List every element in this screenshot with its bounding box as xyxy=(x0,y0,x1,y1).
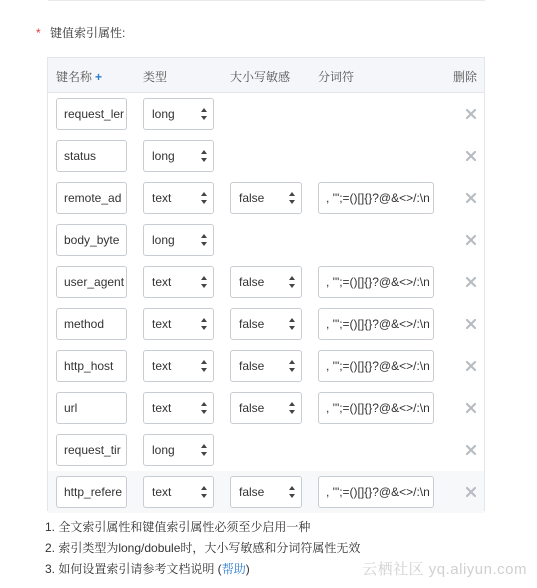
type-select-value: long xyxy=(152,233,175,247)
key-name-input[interactable]: http_refere xyxy=(56,476,127,508)
delete-icon[interactable] xyxy=(465,402,477,414)
key-name-input[interactable]: status xyxy=(56,140,127,172)
add-key-button[interactable]: + xyxy=(95,70,103,84)
type-select[interactable] xyxy=(143,140,214,172)
type-select[interactable] xyxy=(143,350,214,382)
delete-icon[interactable] xyxy=(465,444,477,456)
table-row xyxy=(48,219,484,261)
required-mark: * xyxy=(36,26,41,40)
case-sensitive-select[interactable] xyxy=(230,266,302,298)
header-key-name-label: 键名称 xyxy=(56,70,93,84)
type-select[interactable] xyxy=(143,308,214,340)
type-select-value: long xyxy=(152,149,175,163)
key-name-input[interactable]: url xyxy=(56,392,127,424)
note-2: 2. 索引类型为long/dobule时，大小写敏感和分词符属性无效 xyxy=(45,541,361,555)
header-delete: 删除 xyxy=(453,70,478,84)
select-arrows-icon xyxy=(288,275,296,289)
case-sensitive-value: false xyxy=(239,401,265,415)
tokenizer-input[interactable]: , '";=()[]{}?@&<>/:\n xyxy=(318,476,434,508)
top-divider xyxy=(48,0,485,1)
delete-icon[interactable] xyxy=(465,486,477,498)
type-select-value: long xyxy=(152,107,175,121)
help-link[interactable]: 帮助 xyxy=(221,562,246,576)
key-name-input[interactable]: http_host xyxy=(56,350,127,382)
key-name-input[interactable]: remote_ad xyxy=(56,182,127,214)
type-select[interactable] xyxy=(143,98,214,130)
select-arrows-icon xyxy=(200,485,208,499)
delete-icon[interactable] xyxy=(465,318,477,330)
select-arrows-icon xyxy=(288,317,296,331)
select-arrows-icon xyxy=(200,233,208,247)
select-arrows-icon xyxy=(288,359,296,373)
type-select-value: long xyxy=(152,443,175,457)
key-name-input[interactable]: body_byte xyxy=(56,224,127,256)
section-title-text: 键值索引属性: xyxy=(50,26,126,40)
tokenizer-input[interactable]: , '";=()[]{}?@&<>/:\n xyxy=(318,266,434,298)
notes xyxy=(45,517,360,580)
table-row xyxy=(48,135,484,177)
header-key-name xyxy=(56,68,102,85)
case-sensitive-value: false xyxy=(239,275,265,289)
table-row xyxy=(48,345,484,387)
note-3-close: ) xyxy=(245,562,250,576)
delete-icon[interactable] xyxy=(465,192,477,204)
tokenizer-input[interactable]: , '";=()[]{}?@&<>/:\n xyxy=(318,350,434,382)
type-select[interactable] xyxy=(143,476,214,508)
select-arrows-icon xyxy=(200,191,208,205)
type-select-value: text xyxy=(152,401,172,415)
delete-icon[interactable] xyxy=(465,234,477,246)
select-arrows-icon xyxy=(288,401,296,415)
header-type: 类型 xyxy=(143,70,168,84)
type-select-value: text xyxy=(152,359,172,373)
type-select-value: text xyxy=(152,275,172,289)
key-name-input[interactable]: user_agent xyxy=(56,266,127,298)
tokenizer-input[interactable]: , '";=()[]{}?@&<>/:\n xyxy=(318,308,434,340)
table-row xyxy=(48,261,484,303)
case-sensitive-select[interactable] xyxy=(230,476,302,508)
key-name-input[interactable]: request_tir xyxy=(56,434,127,466)
delete-icon[interactable] xyxy=(465,360,477,372)
select-arrows-icon xyxy=(200,149,208,163)
case-sensitive-select[interactable] xyxy=(230,392,302,424)
case-sensitive-value: false xyxy=(239,359,265,373)
select-arrows-icon xyxy=(200,275,208,289)
select-arrows-icon xyxy=(288,485,296,499)
case-sensitive-select[interactable] xyxy=(230,308,302,340)
tokenizer-input[interactable]: , '";=()[]{}?@&<>/:\n xyxy=(318,392,434,424)
case-sensitive-value: false xyxy=(239,191,265,205)
header-case-sensitive: 大小写敏感 xyxy=(230,70,291,84)
table-row xyxy=(48,387,484,429)
case-sensitive-select[interactable] xyxy=(230,182,302,214)
table-header xyxy=(48,58,484,93)
table-row xyxy=(48,177,484,219)
key-index-table xyxy=(47,57,485,511)
key-name-input[interactable]: request_ler xyxy=(56,98,127,130)
type-select-value: text xyxy=(152,485,172,499)
type-select-value: text xyxy=(152,317,172,331)
header-tokenizer: 分词符 xyxy=(318,70,355,84)
type-select-value: text xyxy=(152,191,172,205)
type-select[interactable] xyxy=(143,224,214,256)
table-row xyxy=(48,429,484,471)
watermark: 云栖社区 yq.aliyun.com xyxy=(362,561,527,578)
table-row xyxy=(48,93,484,135)
table-row xyxy=(48,303,484,345)
delete-icon[interactable] xyxy=(465,150,477,162)
select-arrows-icon xyxy=(200,401,208,415)
select-arrows-icon xyxy=(200,359,208,373)
case-sensitive-value: false xyxy=(239,317,265,331)
section-title xyxy=(36,24,125,41)
note-1: 1. 全文索引属性和键值索引属性必须至少启用一种 xyxy=(45,520,311,534)
type-select[interactable] xyxy=(143,434,214,466)
note-3-text: 3. 如何设置索引请参考文档说明 ( xyxy=(45,562,222,576)
delete-icon[interactable] xyxy=(465,108,477,120)
delete-icon[interactable] xyxy=(465,276,477,288)
case-sensitive-select[interactable] xyxy=(230,350,302,382)
type-select[interactable] xyxy=(143,266,214,298)
tokenizer-input[interactable]: , '";=()[]{}?@&<>/:\n xyxy=(318,182,434,214)
table-row xyxy=(48,471,484,513)
select-arrows-icon xyxy=(200,107,208,121)
note-3 xyxy=(45,559,360,580)
select-arrows-icon xyxy=(200,443,208,457)
key-name-input[interactable]: method xyxy=(56,308,127,340)
case-sensitive-value: false xyxy=(239,485,265,499)
type-select[interactable] xyxy=(143,182,214,214)
select-arrows-icon xyxy=(200,317,208,331)
type-select[interactable] xyxy=(143,392,214,424)
select-arrows-icon xyxy=(288,191,296,205)
